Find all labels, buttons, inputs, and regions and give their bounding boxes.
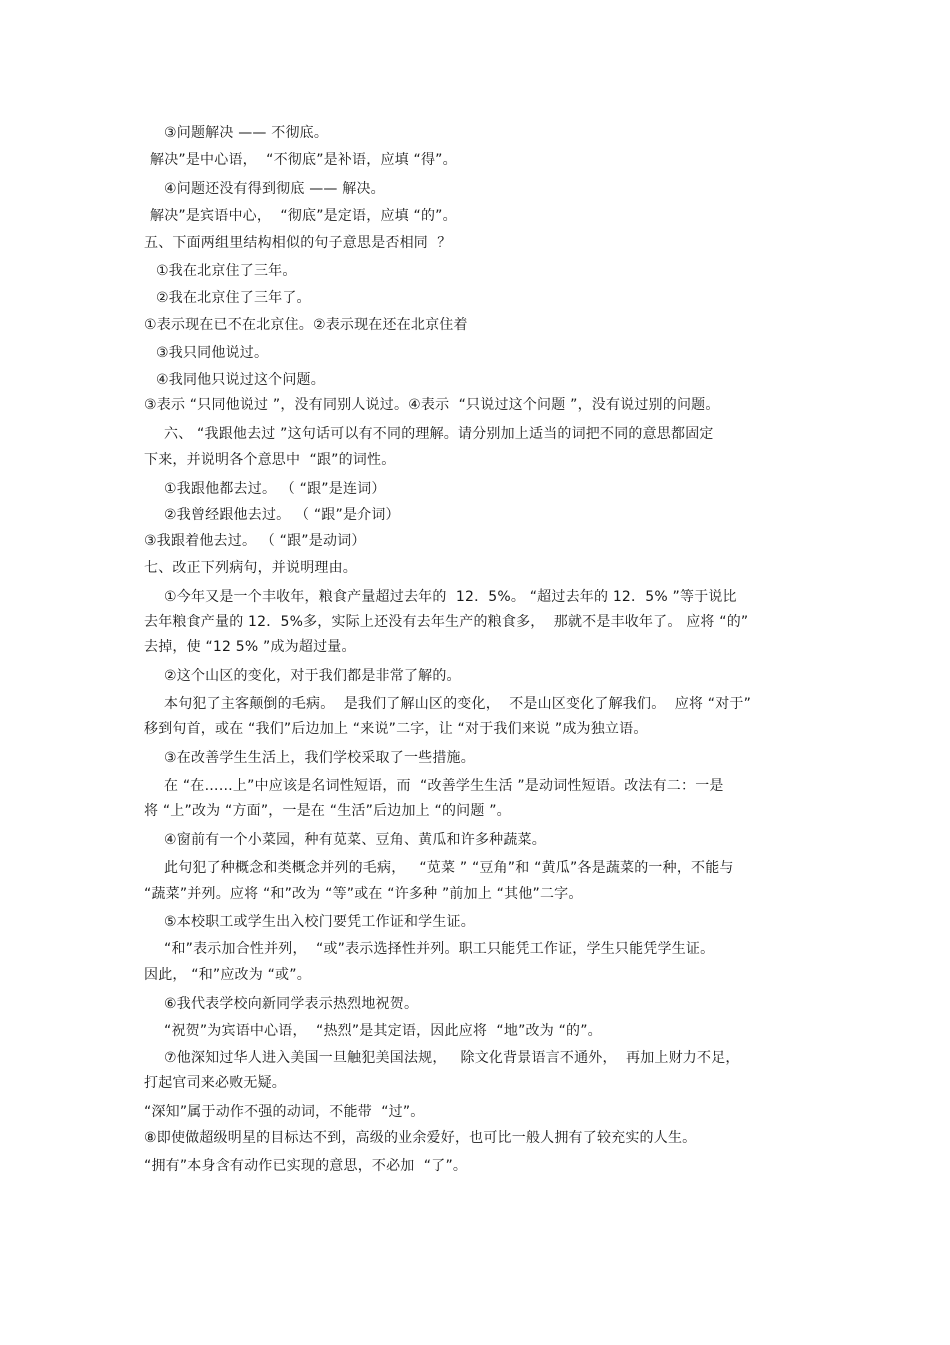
text-line: 因此， “和”应改为 “或”。	[144, 967, 311, 983]
text-line: ④我同他只说过这个问题。	[156, 372, 325, 388]
text-line: ③表示 “只同他说过 ”，没有同别人说过。④表示 “只说过这个问题 ”，没有说过别的问题。	[144, 397, 720, 413]
text-line: ③在改善学生生活上，我们学校采取了一些措施。	[164, 750, 475, 766]
text-line: 本句犯了主客颠倒的毛病。 是我们了解山区的变化， 不是山区变化了解我们。 应将 “对于”	[164, 696, 752, 712]
text-line: ④窗前有一个小菜园，种有苋菜、豆角、黄瓜和许多种蔬菜。	[164, 832, 546, 848]
text-line: ②这个山区的变化，对于我们都是非常了解的。	[164, 668, 461, 684]
text-line: ⑦他深知过华人进入美国一旦触犯美国法规， 除文化背景语言不通外， 再加上财力不足，	[164, 1050, 740, 1066]
text-line: ③我只同他说过。	[156, 345, 269, 361]
text-line: 打起官司来必败无疑。	[144, 1075, 286, 1091]
text-line: ⑤本校职工或学生出入校门要凭工作证和学生证。	[164, 914, 475, 930]
text-line: ②我在北京住了三年了。	[156, 290, 311, 306]
text-line: 下来，并说明各个意思中 “跟”的词性。	[144, 452, 396, 468]
text-line: 解决”是中心语， “不彻底”是补语，应填 “得”。	[150, 152, 457, 168]
text-line: ①我在北京住了三年。	[156, 263, 297, 279]
text-line: “和”表示加合性并列， “或”表示选择性并列。职工只能凭工作证，学生只能凭学生证。	[164, 941, 715, 957]
text-line: ⑥我代表学校向新同学表示热烈地祝贺。	[164, 996, 419, 1012]
text-line: ①今年又是一个丰收年，粮食产量超过去年的 12．5%。 “超过去年的 12．5% ”等于说比	[164, 589, 737, 605]
text-line: ③我跟着他去过。 （ “跟”是动词）	[144, 533, 366, 549]
text-line: 在 “在……上”中应该是名词性短语，而 “改善学生生活 ”是动词性短语。改法有二：一是	[164, 778, 724, 794]
text-line: “蔬菜”并列。应将 “和”改为 “等”或在 “许多种 ”前加上 “其他”二字。	[144, 886, 583, 902]
section-heading: 六、 “我跟他去过 ”这句话可以有不同的理解。请分别加上适当的词把不同的意思都固定	[164, 426, 714, 442]
text-line: “深知”属于动作不强的动词，不能带 “过”。	[144, 1104, 425, 1120]
text-line: 此句犯了种概念和类概念并列的毛病， “苋菜 ” “豆角”和 “黄瓜”各是蔬菜的一种，不能与	[164, 860, 734, 876]
text-line: ④问题还没有得到彻底 —— 解决。	[164, 181, 385, 197]
text-line: 去掉，使 “12 5% ”成为超过量。	[144, 639, 356, 655]
text-line: ①表示现在已不在北京住。②表示现在还在北京住着	[144, 317, 468, 333]
text-line: 去年粮食产量的 12．5%多，实际上还没有去年生产的粮食多， 那就不是丰收年了。 应将 “的”	[144, 614, 749, 630]
text-line: 将 “上”改为 “方面”，一是在 “生活”后边加上 “的问题 ”。	[144, 803, 511, 819]
text-line: “拥有”本身含有动作已实现的意思，不必加 “了”。	[144, 1158, 468, 1174]
section-heading: 七、改正下列病句，并说明理由。	[144, 560, 357, 576]
text-line: ⑧即使做超级明星的目标达不到，高级的业余爱好，也可比一般人拥有了较充实的人生。	[144, 1130, 697, 1146]
text-line: “祝贺”为宾语中心语， “热烈”是其定语，因此应将 “地”改为 “的”。	[164, 1023, 602, 1039]
text-line: ①我跟他都去过。 （ “跟”是连词）	[164, 481, 386, 497]
text-line: 解决”是宾语中心， “彻底”是定语，应填 “的”。	[150, 208, 457, 224]
text-line: 移到句首，或在 “我们”后边加上 “来说”二字，让 “对于我们来说 ”成为独立语。	[144, 721, 648, 737]
text-line: ③问题解决 —— 不彻底。	[164, 125, 329, 141]
section-heading: 五、下面两组里结构相似的句子意思是否相同 ？	[144, 235, 452, 251]
text-line: ②我曾经跟他去过。 （ “跟”是介词）	[164, 507, 400, 523]
